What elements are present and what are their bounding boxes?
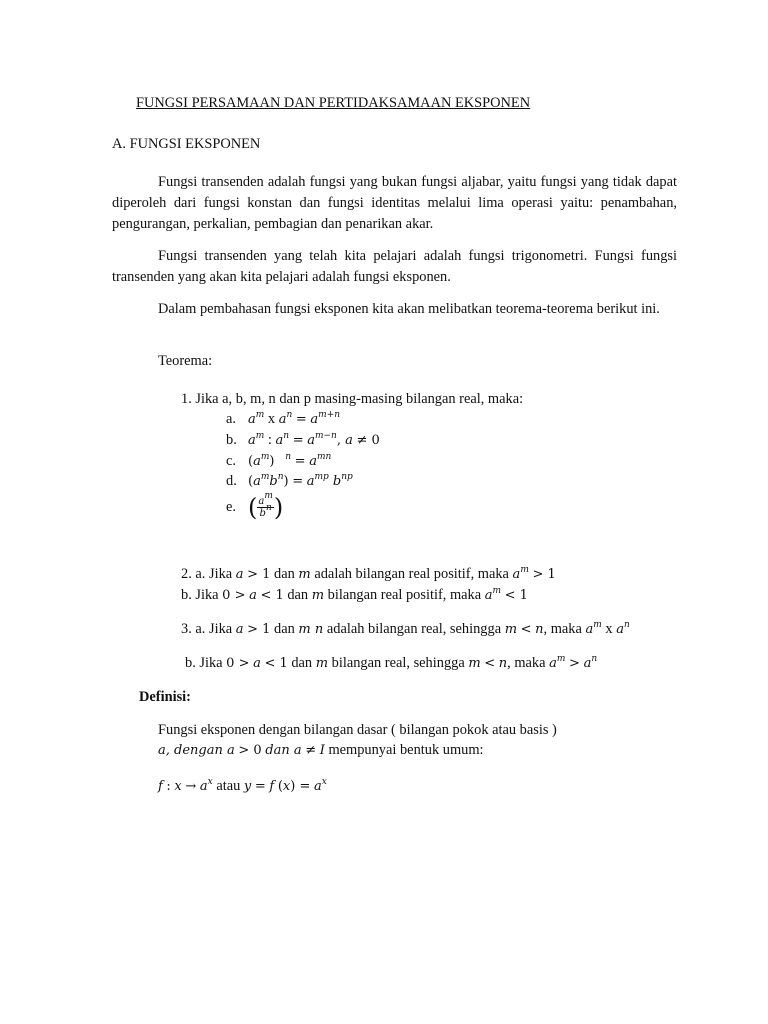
- theorem-2b: b. Jika 0 > a < 1 dan m bilangan real positif, maka $a^m < 1$: [181, 586, 528, 603]
- theorem-1-intro: 1. Jika a, b, m, n dan p masing-masing bilangan real, maka:: [181, 391, 524, 407]
- definisi-line-1: Fungsi eksponen dengan bilangan dasar ( bilangan pokok atau basis ): [158, 722, 557, 738]
- paragraph-1: Fungsi transenden adalah fungsi yang bukan fungsi aljabar, yaitu fungsi yang tidak dapat diperoleh dari fungsi konstan dan fungsi identitas melalui lima operasi yaitu: penambahan, pengurangan, perkalian, pembagian dan penarikan akar.: [112, 174, 677, 232]
- theorem-1-item-b: b. $a^m$ : $a^n = a^{m-n}$, a ≠ 0: [226, 431, 380, 448]
- page-title: FUNGSI PERSAMAAN DAN PERTIDAKSAMAAN EKSPONEN: [136, 95, 531, 111]
- theorem-1-item-e: e. ( $\frac{a^m}{b^n}$ ): [226, 491, 284, 522]
- theorem-3a: 3. a. Jika a > 1 dan m n adalah bilangan real, sehingga m < n, maka $a^m$ x $a^n$: [181, 620, 630, 637]
- formula-general: f : $x \to a^x$ atau y = f $(x) = a^x$: [158, 777, 327, 794]
- paragraph-2: Fungsi transenden yang telah kita pelajari adalah fungsi trigonometri. Fungsi fungsi transenden yang akan kita pelajari adalah fungsi eksponen.: [112, 248, 677, 285]
- theorem-1-item-d: d. $(a^mb^n) = a^{mp}$ $b^{np}$: [226, 472, 353, 489]
- section-heading: A. FUNGSI EKSPONEN: [112, 136, 261, 152]
- definisi-heading: Definisi:: [139, 689, 191, 705]
- theorem-3b: b. Jika 0 > a < 1 dan m bilangan real, sehingga m < n, maka $a^m > a^n$: [185, 654, 598, 671]
- teorema-label: Teorema:: [158, 353, 213, 369]
- theorem-2a: 2. a. Jika a > 1 dan m adalah bilangan real positif, maka $a^m > 1$: [181, 565, 556, 582]
- definisi-line-2: a, dengan a > 0 dan a ≠ I mempunyai bentuk umum:: [158, 742, 484, 758]
- paragraph-3: Dalam pembahasan fungsi eksponen kita akan melibatkan teorema-teorema berikut ini.: [158, 301, 660, 317]
- theorem-1-item-c: c. $(a^m)$ $^n = a^{mn}$: [226, 452, 332, 469]
- theorem-1-item-a: a. $a^m$ x $a^n = a^{m+n}$: [226, 410, 341, 427]
